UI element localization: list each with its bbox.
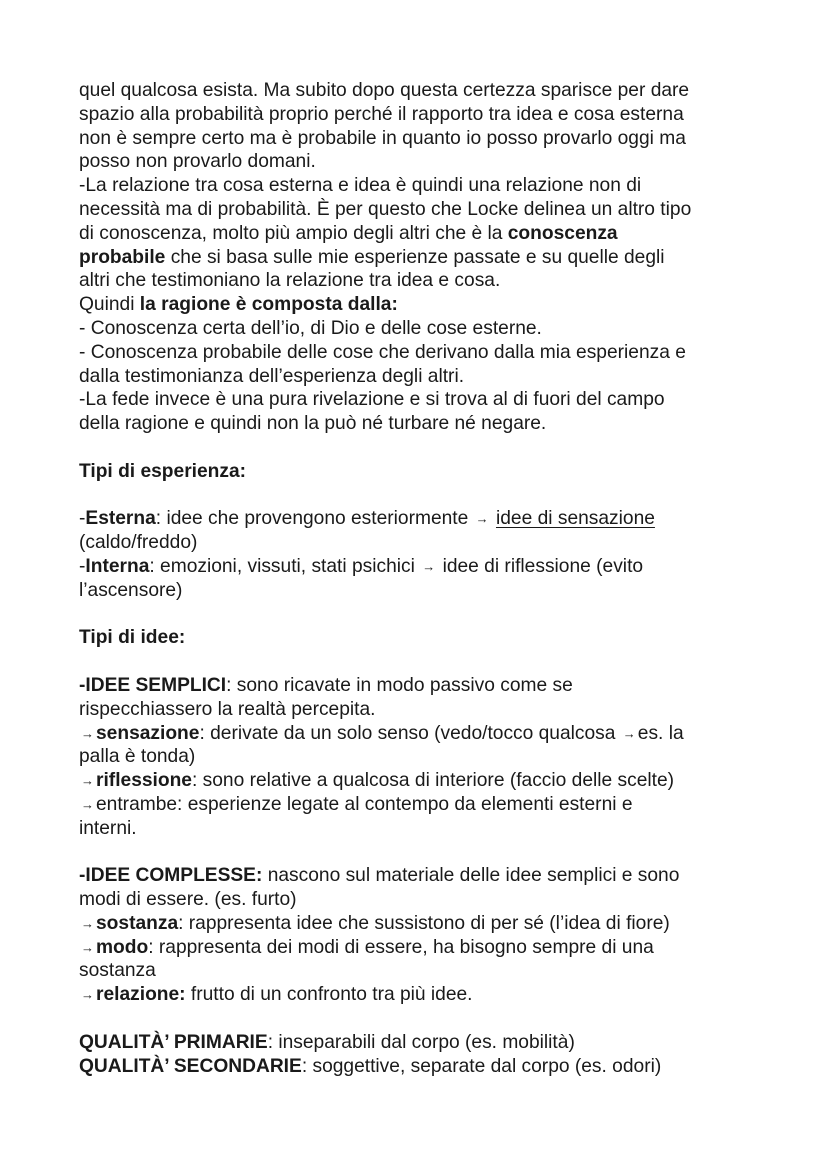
text-span: : derivate da un solo senso (vedo/tocco qualcosa: [199, 722, 621, 744]
bold-term: Esterna: [85, 508, 156, 530]
qualita-section: [79, 1031, 768, 1079]
text-line: [79, 246, 768, 270]
text-span: : inseparabili dal corpo (es. mobilità): [267, 1031, 575, 1053]
esperienza-section: [79, 460, 768, 603]
text-span: : emozioni, vissuti, stati psichici: [149, 555, 421, 577]
arrow-icon: →: [81, 987, 94, 1003]
text-line: [79, 912, 768, 936]
bold-term: sostanza: [96, 912, 179, 934]
arrow-icon: →: [81, 915, 94, 931]
bold-term: modo: [96, 936, 149, 958]
text-line: [79, 507, 768, 531]
bold-term: -IDEE COMPLESSE:: [79, 865, 263, 887]
text-line: - Conoscenza probabile delle cose che derivano dalla mia esperienza e: [79, 341, 686, 363]
text-line: della ragione e quindi non la può né turbare né negare.: [79, 413, 547, 435]
text-line: non è sempre certo ma è probabile in quanto io posso provarlo oggi ma: [79, 127, 686, 149]
text-line: interni.: [79, 817, 137, 839]
text-span: es. la: [637, 722, 684, 744]
text-line: necessità ma di probabilità. È per questo che Locke delinea un altro tipo: [79, 198, 692, 220]
bold-term: conoscenza: [507, 222, 618, 244]
text-line: [79, 864, 768, 888]
text-line: [79, 793, 768, 817]
text-line: (caldo/freddo): [79, 532, 198, 554]
text-span: che si basa sulle mie esperienze passate e su quelle degli: [165, 246, 665, 268]
arrow-icon: →: [81, 796, 94, 812]
bold-term: relazione:: [96, 984, 186, 1006]
text-line: quel qualcosa esista. Ma subito dopo questa certezza sparisce per dare: [79, 80, 690, 101]
text-line: -La fede invece è una pura rivelazione e si trova al di fuori del campo: [79, 389, 665, 411]
dash: -: [79, 508, 86, 530]
bold-term: la ragione è composta dalla:: [139, 294, 398, 316]
text-span: idee di riflessione (evito: [437, 555, 644, 577]
intro-paragraph: [79, 79, 768, 436]
text-line: [79, 722, 768, 746]
arrow-icon: →: [422, 558, 436, 574]
text-span: nascono sul materiale delle idee semplici e sono: [262, 865, 680, 887]
text-span: : soggettive, separate dal corpo (es. odori): [301, 1055, 662, 1077]
text-span: frutto di un confronto tra più idee.: [185, 984, 473, 1006]
text-span: entrambe: esperienze legate al contempo da elementi esterni e: [96, 793, 633, 815]
text-line: l’ascensore): [79, 579, 183, 601]
arrow-icon: →: [622, 725, 636, 741]
text-span: di conoscenza, molto più ampio degli altri che è la: [79, 222, 508, 244]
text-line: palla è tonda): [79, 746, 196, 768]
text-line: spazio alla probabilità proprio perché il rapporto tra idea e cosa esterna: [79, 103, 684, 125]
text-line: [79, 222, 768, 246]
text-span: : idee che provengono esteriormente: [155, 508, 474, 530]
text-line: altri che testimoniano la relazione tra idea e cosa.: [79, 270, 501, 292]
text-line: dalla testimonianza dell’esperienza degli altri.: [79, 365, 465, 387]
text-line: posso non provarlo domani.: [79, 151, 316, 173]
arrow-icon: →: [81, 773, 94, 789]
text-line: [79, 674, 768, 698]
text-line: - Conoscenza certa dell’io, di Dio e delle cose esterne.: [79, 317, 542, 339]
text-line: [79, 1031, 768, 1055]
text-line: [79, 769, 768, 793]
text-span: : sono relative a qualcosa di interiore (faccio delle scelte): [191, 770, 675, 792]
bold-term: QUALITÀ’ PRIMARIE: [79, 1031, 268, 1053]
text-line: sostanza: [79, 960, 156, 982]
text-line: [79, 983, 768, 1007]
text-line: [79, 1055, 768, 1079]
bold-term: riflessione: [96, 770, 192, 792]
text-span: : rappresenta idee che sussistono di per sé (l’idea di fiore): [178, 912, 670, 934]
bold-term: probabile: [79, 246, 166, 268]
arrow-icon: →: [475, 511, 489, 527]
bold-term: sensazione: [96, 722, 200, 744]
section-heading: Tipi di idee:: [79, 627, 186, 649]
text-span: : sono ricavate in modo passivo come se: [226, 674, 573, 696]
text-span: Quindi: [79, 294, 140, 316]
arrow-icon: →: [81, 725, 94, 741]
bold-term: -IDEE SEMPLICI: [79, 674, 227, 696]
idee-section: [79, 626, 768, 1007]
arrow-icon: →: [81, 939, 94, 955]
section-heading: Tipi di esperienza:: [79, 460, 247, 482]
text-line: [79, 293, 768, 317]
text-line: [79, 555, 768, 579]
text-line: rispecchiassero la realtà percepita.: [79, 698, 376, 720]
text-line: -La relazione tra cosa esterna e idea è quindi una relazione non di: [79, 175, 642, 197]
underlined-term: idee di sensazione: [495, 508, 655, 530]
dash: -: [79, 555, 86, 577]
bold-term: QUALITÀ’ SECONDARIE: [79, 1055, 302, 1077]
text-span: : rappresenta dei modi di essere, ha bisogno sempre di una: [148, 936, 654, 958]
text-line: modi di essere. (es. furto): [79, 889, 297, 911]
bold-term: Interna: [85, 555, 150, 577]
text-line: [79, 936, 768, 960]
